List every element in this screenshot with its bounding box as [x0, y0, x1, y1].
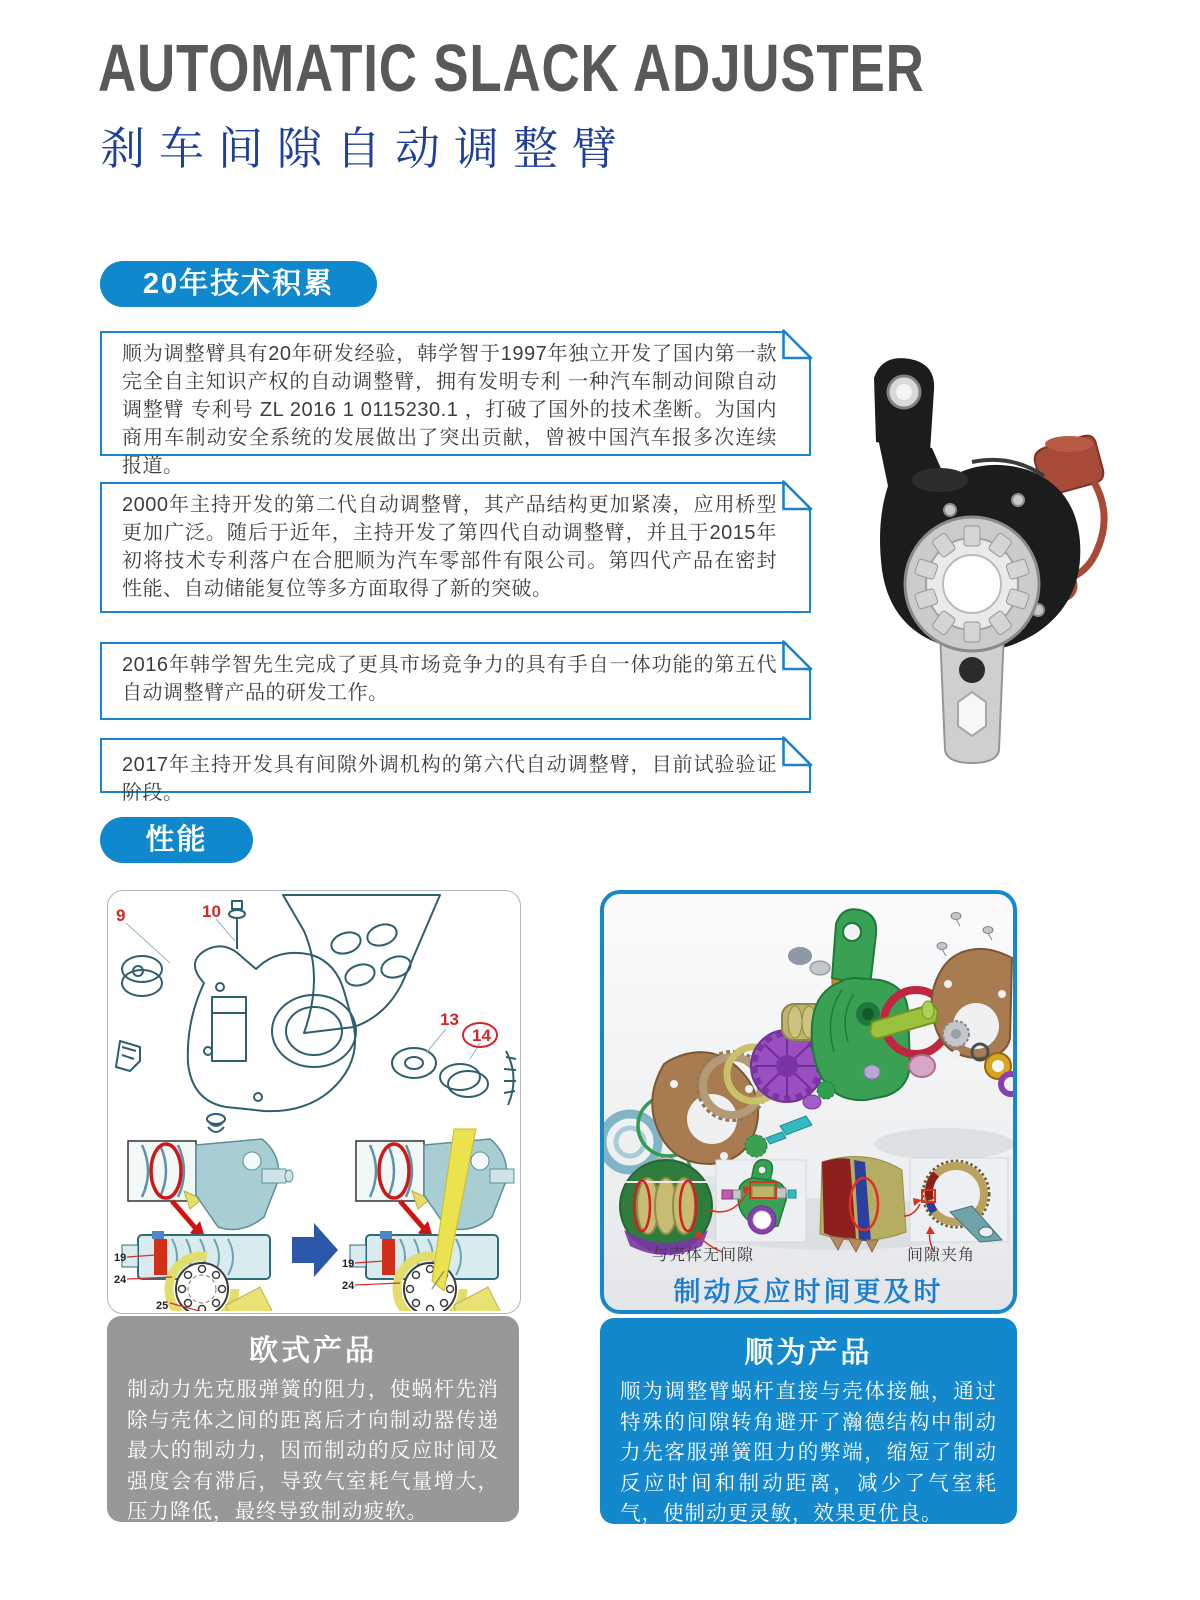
shunwei-product-box	[600, 1318, 1017, 1524]
euro-diagram-panel	[107, 890, 521, 1314]
callout-24: 24	[342, 1280, 355, 1292]
history-text: 2017年主持开发具有间隙外调机构的第六代自动调整臂，目前试验验证阶段。	[122, 754, 777, 804]
section-badge-history: 20年技术积累	[100, 261, 377, 307]
history-text: 2000年主持开发的第二代自动调整臂，其产品结构更加紧凑，应用桥型更加广泛。随后于近年，主持开发了第四代自动调整臂，并且于2015年初将技术专利落户在合肥顺为汽车零部件有限公司。第四代产品在密封性能、自动储能复位等多方面取得了新的突破。	[122, 494, 777, 600]
callout-9: 9	[116, 906, 126, 925]
slack-adjuster-product-image	[822, 352, 1122, 768]
history-box-1997	[100, 331, 811, 477]
euro-product-body: 制动力先克服弹簧的阻力，使蜗杆先消除与壳体之间的距离后才向制动器传递最大的制动力，因而制动的反应时间及强度会有滞后，导致气室耗气量增大，压力降低，最终导致制动疲软。	[127, 1378, 499, 1523]
inset-ring-arm	[904, 1158, 1008, 1242]
callout-24: 24	[114, 1274, 127, 1286]
transition-arrow-icon	[292, 1223, 338, 1277]
history-box-2017	[100, 738, 811, 804]
history-text: 2016年韩学智先生完成了更具市场竞争力的具有手自一体功能的第五代自动调整臂产品的研发工作。	[122, 654, 777, 704]
inset-label-no-clearance: 与壳体无间隙	[652, 1247, 755, 1264]
panel-caption-brake-response: 制动反应时间更及时	[673, 1277, 944, 1307]
euro-product-title: 欧式产品	[248, 1335, 377, 1367]
section-badge-performance: 性能	[100, 817, 253, 863]
diagram-after	[342, 1129, 514, 1311]
page-title-english: AUTOMATIC SLACK ADJUSTER	[98, 31, 925, 106]
history-box-2016	[100, 642, 811, 720]
shunwei-diagram-panel	[600, 890, 1017, 1314]
inset-label-clearance-angle: 间隙夹角	[907, 1247, 976, 1264]
shunwei-product-title: 顺为产品	[744, 1337, 873, 1369]
callout-13: 13	[440, 1010, 459, 1029]
history-box-2000	[100, 482, 811, 613]
callout-10: 10	[202, 902, 221, 921]
callout-14: 14	[472, 1026, 491, 1045]
callout-19: 19	[114, 1252, 127, 1264]
history-text: 顺为调整臂具有20年研发经验，韩学智于1997年独立开发了国内第一款完全自主知识产权的自动调整臂，拥有发明专利 一种汽车制动间隙自动调整臂 专利号 ZL 2016 1 0115230.1 ，打破了国外的技术垄断。为国内商用车制动安全系统的发展做出了突出贡献，曾被中国汽车报多次连续报道。	[122, 343, 777, 477]
callout-19: 19	[342, 1258, 355, 1270]
page-title-chinese: 刹车间隙自动调整臂	[100, 123, 632, 174]
inset-adjuster	[710, 1160, 806, 1242]
shunwei-product-body: 顺为调整臂蜗杆直接与壳体接触，通过特殊的间隙转角避开了瀚德结构中制动力先客服弹簧阻力的弊端，缩短了制动反应时间和制动距离，减少了气室耗气，使制动更灵敏，效果更优良。	[620, 1380, 997, 1525]
euro-product-box	[107, 1316, 519, 1522]
euro-technical-diagram	[108, 891, 518, 1311]
diagram-before	[114, 1139, 293, 1311]
product-photo	[822, 352, 1122, 768]
callout-25: 25	[156, 1300, 169, 1311]
